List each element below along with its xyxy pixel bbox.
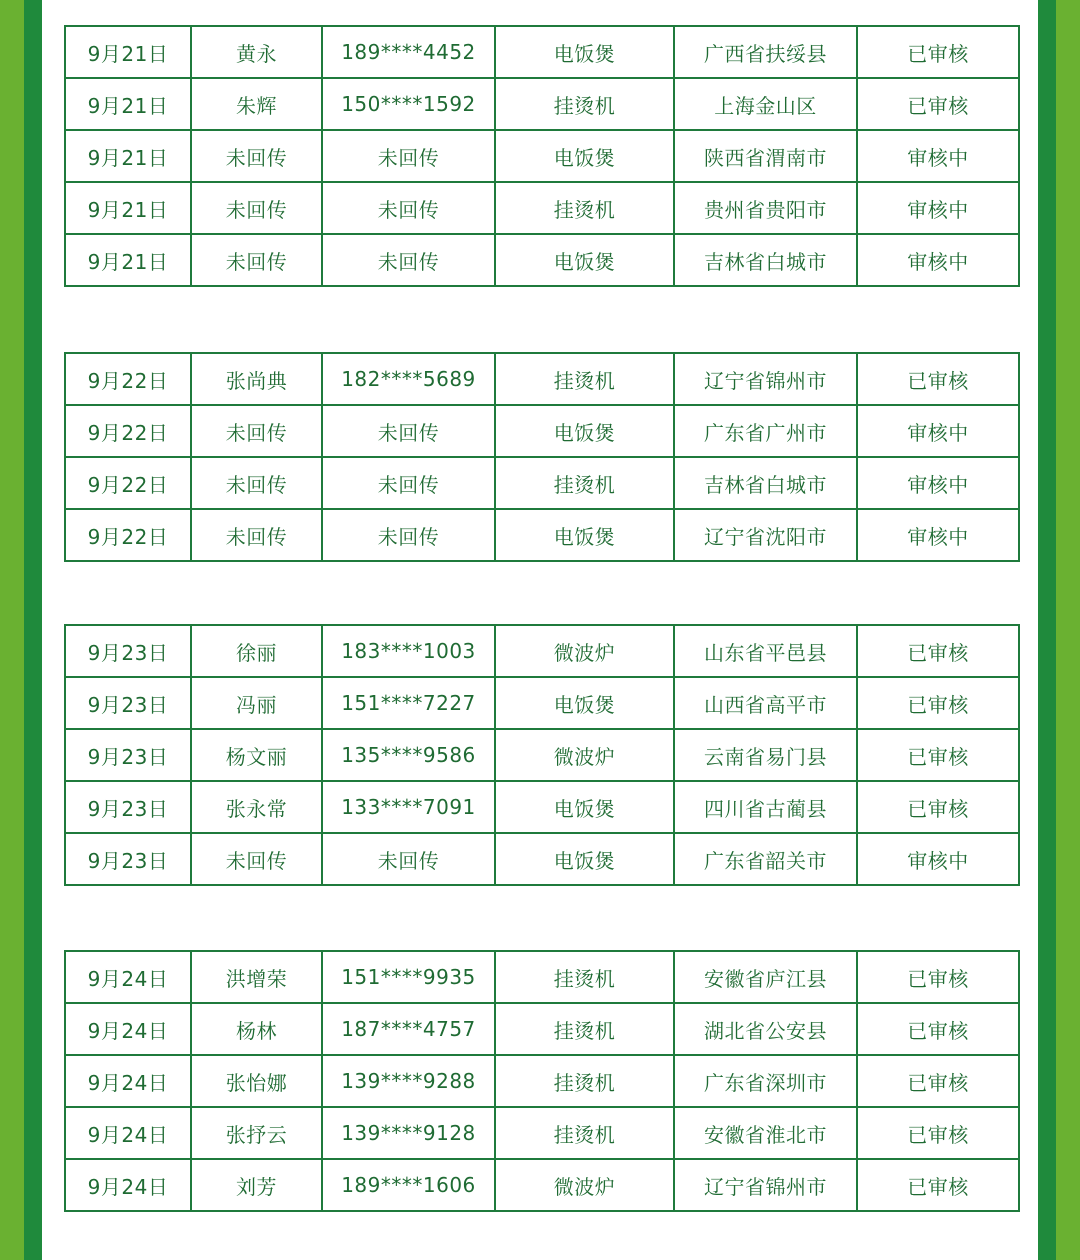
prize-cell: 挂烫机: [495, 353, 674, 405]
status-cell: 已审核: [857, 1107, 1019, 1159]
table-row: [65, 1107, 1019, 1159]
prize-cell: 电饭煲: [495, 130, 674, 182]
name-cell: 未回传: [191, 182, 322, 234]
left-frame-dark-stripe: [24, 0, 42, 1260]
phone-cell: 139****9128: [322, 1107, 495, 1159]
region-cell: 广东省广州市: [674, 405, 857, 457]
phone-cell: 139****9288: [322, 1055, 495, 1107]
region-cell: 上海金山区: [674, 78, 857, 130]
table-row: [65, 353, 1019, 405]
region-cell: 吉林省白城市: [674, 234, 857, 286]
name-cell: 洪增荣: [191, 951, 322, 1003]
date-cell: 9月22日: [65, 457, 191, 509]
region-cell: 云南省易门县: [674, 729, 857, 781]
date-cell: 9月24日: [65, 1003, 191, 1055]
status-cell: 审核中: [857, 457, 1019, 509]
table-row: [65, 1055, 1019, 1107]
phone-cell: 182****5689: [322, 353, 495, 405]
name-cell: 张尚典: [191, 353, 322, 405]
prize-cell: 挂烫机: [495, 951, 674, 1003]
record-table: [64, 950, 1020, 1212]
prize-cell: 电饭煲: [495, 234, 674, 286]
phone-cell: 135****9586: [322, 729, 495, 781]
right-frame-light-stripe: [1056, 0, 1080, 1260]
prize-cell: 电饭煲: [495, 677, 674, 729]
phone-cell: 187****4757: [322, 1003, 495, 1055]
region-cell: 山西省高平市: [674, 677, 857, 729]
phone-cell: 未回传: [322, 509, 495, 561]
date-cell: 9月23日: [65, 677, 191, 729]
status-cell: 已审核: [857, 26, 1019, 78]
prize-cell: 电饭煲: [495, 26, 674, 78]
table-row: [65, 78, 1019, 130]
name-cell: 杨文丽: [191, 729, 322, 781]
prize-cell: 挂烫机: [495, 1055, 674, 1107]
name-cell: 黄永: [191, 26, 322, 78]
date-cell: 9月21日: [65, 78, 191, 130]
phone-cell: 未回传: [322, 405, 495, 457]
region-cell: 辽宁省锦州市: [674, 353, 857, 405]
name-cell: 朱辉: [191, 78, 322, 130]
table-row: [65, 182, 1019, 234]
status-cell: 审核中: [857, 182, 1019, 234]
name-cell: 杨林: [191, 1003, 322, 1055]
prize-cell: 微波炉: [495, 625, 674, 677]
table-row: [65, 781, 1019, 833]
phone-cell: 未回传: [322, 130, 495, 182]
region-cell: 吉林省白城市: [674, 457, 857, 509]
region-cell: 广西省扶绥县: [674, 26, 857, 78]
region-cell: 贵州省贵阳市: [674, 182, 857, 234]
phone-cell: 151****9935: [322, 951, 495, 1003]
status-cell: 审核中: [857, 405, 1019, 457]
status-cell: 已审核: [857, 729, 1019, 781]
table-row: [65, 457, 1019, 509]
region-cell: 辽宁省沈阳市: [674, 509, 857, 561]
phone-cell: 189****1606: [322, 1159, 495, 1211]
status-cell: 已审核: [857, 78, 1019, 130]
date-cell: 9月21日: [65, 182, 191, 234]
date-cell: 9月24日: [65, 1055, 191, 1107]
status-cell: 已审核: [857, 951, 1019, 1003]
table-row: [65, 130, 1019, 182]
date-cell: 9月23日: [65, 781, 191, 833]
table-row: [65, 26, 1019, 78]
region-cell: 湖北省公安县: [674, 1003, 857, 1055]
prize-cell: 电饭煲: [495, 405, 674, 457]
phone-cell: 183****1003: [322, 625, 495, 677]
prize-cell: 电饭煲: [495, 509, 674, 561]
prize-cell: 挂烫机: [495, 78, 674, 130]
region-cell: 广东省深圳市: [674, 1055, 857, 1107]
left-frame: [0, 0, 42, 1260]
name-cell: 未回传: [191, 457, 322, 509]
region-cell: 陕西省渭南市: [674, 130, 857, 182]
name-cell: 未回传: [191, 234, 322, 286]
status-cell: 已审核: [857, 1159, 1019, 1211]
table-row: [65, 1159, 1019, 1211]
name-cell: 冯丽: [191, 677, 322, 729]
region-cell: 四川省古蔺县: [674, 781, 857, 833]
name-cell: 未回传: [191, 509, 322, 561]
date-cell: 9月22日: [65, 509, 191, 561]
date-cell: 9月22日: [65, 353, 191, 405]
table-row: [65, 405, 1019, 457]
region-cell: 广东省韶关市: [674, 833, 857, 885]
status-cell: 已审核: [857, 1055, 1019, 1107]
prize-cell: 电饭煲: [495, 781, 674, 833]
status-cell: 审核中: [857, 509, 1019, 561]
date-cell: 9月24日: [65, 1107, 191, 1159]
name-cell: 张永常: [191, 781, 322, 833]
prize-cell: 挂烫机: [495, 1003, 674, 1055]
name-cell: 徐丽: [191, 625, 322, 677]
phone-cell: 未回传: [322, 457, 495, 509]
date-cell: 9月22日: [65, 405, 191, 457]
name-cell: 未回传: [191, 405, 322, 457]
status-cell: 审核中: [857, 234, 1019, 286]
phone-cell: 未回传: [322, 234, 495, 286]
region-cell: 安徽省庐江县: [674, 951, 857, 1003]
phone-cell: 150****1592: [322, 78, 495, 130]
table-row: [65, 1003, 1019, 1055]
status-cell: 已审核: [857, 1003, 1019, 1055]
date-cell: 9月21日: [65, 26, 191, 78]
region-cell: 山东省平邑县: [674, 625, 857, 677]
prize-cell: 挂烫机: [495, 457, 674, 509]
phone-cell: 189****4452: [322, 26, 495, 78]
table-row: [65, 234, 1019, 286]
table-row: [65, 729, 1019, 781]
status-cell: 已审核: [857, 781, 1019, 833]
region-cell: 安徽省淮北市: [674, 1107, 857, 1159]
phone-cell: 未回传: [322, 833, 495, 885]
name-cell: 未回传: [191, 833, 322, 885]
table-row: [65, 951, 1019, 1003]
prize-cell: 微波炉: [495, 729, 674, 781]
date-cell: 9月23日: [65, 625, 191, 677]
table-row: [65, 677, 1019, 729]
status-cell: 已审核: [857, 353, 1019, 405]
name-cell: 张怡娜: [191, 1055, 322, 1107]
date-cell: 9月24日: [65, 1159, 191, 1211]
date-cell: 9月24日: [65, 951, 191, 1003]
date-cell: 9月21日: [65, 234, 191, 286]
status-cell: 已审核: [857, 677, 1019, 729]
prize-cell: 微波炉: [495, 1159, 674, 1211]
record-table: [64, 352, 1020, 562]
prize-cell: 电饭煲: [495, 833, 674, 885]
name-cell: 张抒云: [191, 1107, 322, 1159]
phone-cell: 133****7091: [322, 781, 495, 833]
phone-cell: 151****7227: [322, 677, 495, 729]
record-table: [64, 25, 1020, 287]
region-cell: 辽宁省锦州市: [674, 1159, 857, 1211]
date-cell: 9月23日: [65, 729, 191, 781]
left-frame-light-stripe: [0, 0, 24, 1260]
name-cell: 刘芳: [191, 1159, 322, 1211]
prize-cell: 挂烫机: [495, 182, 674, 234]
table-row: [65, 833, 1019, 885]
status-cell: 审核中: [857, 833, 1019, 885]
date-cell: 9月21日: [65, 130, 191, 182]
right-frame: [1038, 0, 1080, 1260]
table-row: [65, 625, 1019, 677]
right-frame-dark-stripe: [1038, 0, 1056, 1260]
prize-cell: 挂烫机: [495, 1107, 674, 1159]
table-row: [65, 509, 1019, 561]
phone-cell: 未回传: [322, 182, 495, 234]
status-cell: 审核中: [857, 130, 1019, 182]
name-cell: 未回传: [191, 130, 322, 182]
record-table: [64, 624, 1020, 886]
date-cell: 9月23日: [65, 833, 191, 885]
status-cell: 已审核: [857, 625, 1019, 677]
